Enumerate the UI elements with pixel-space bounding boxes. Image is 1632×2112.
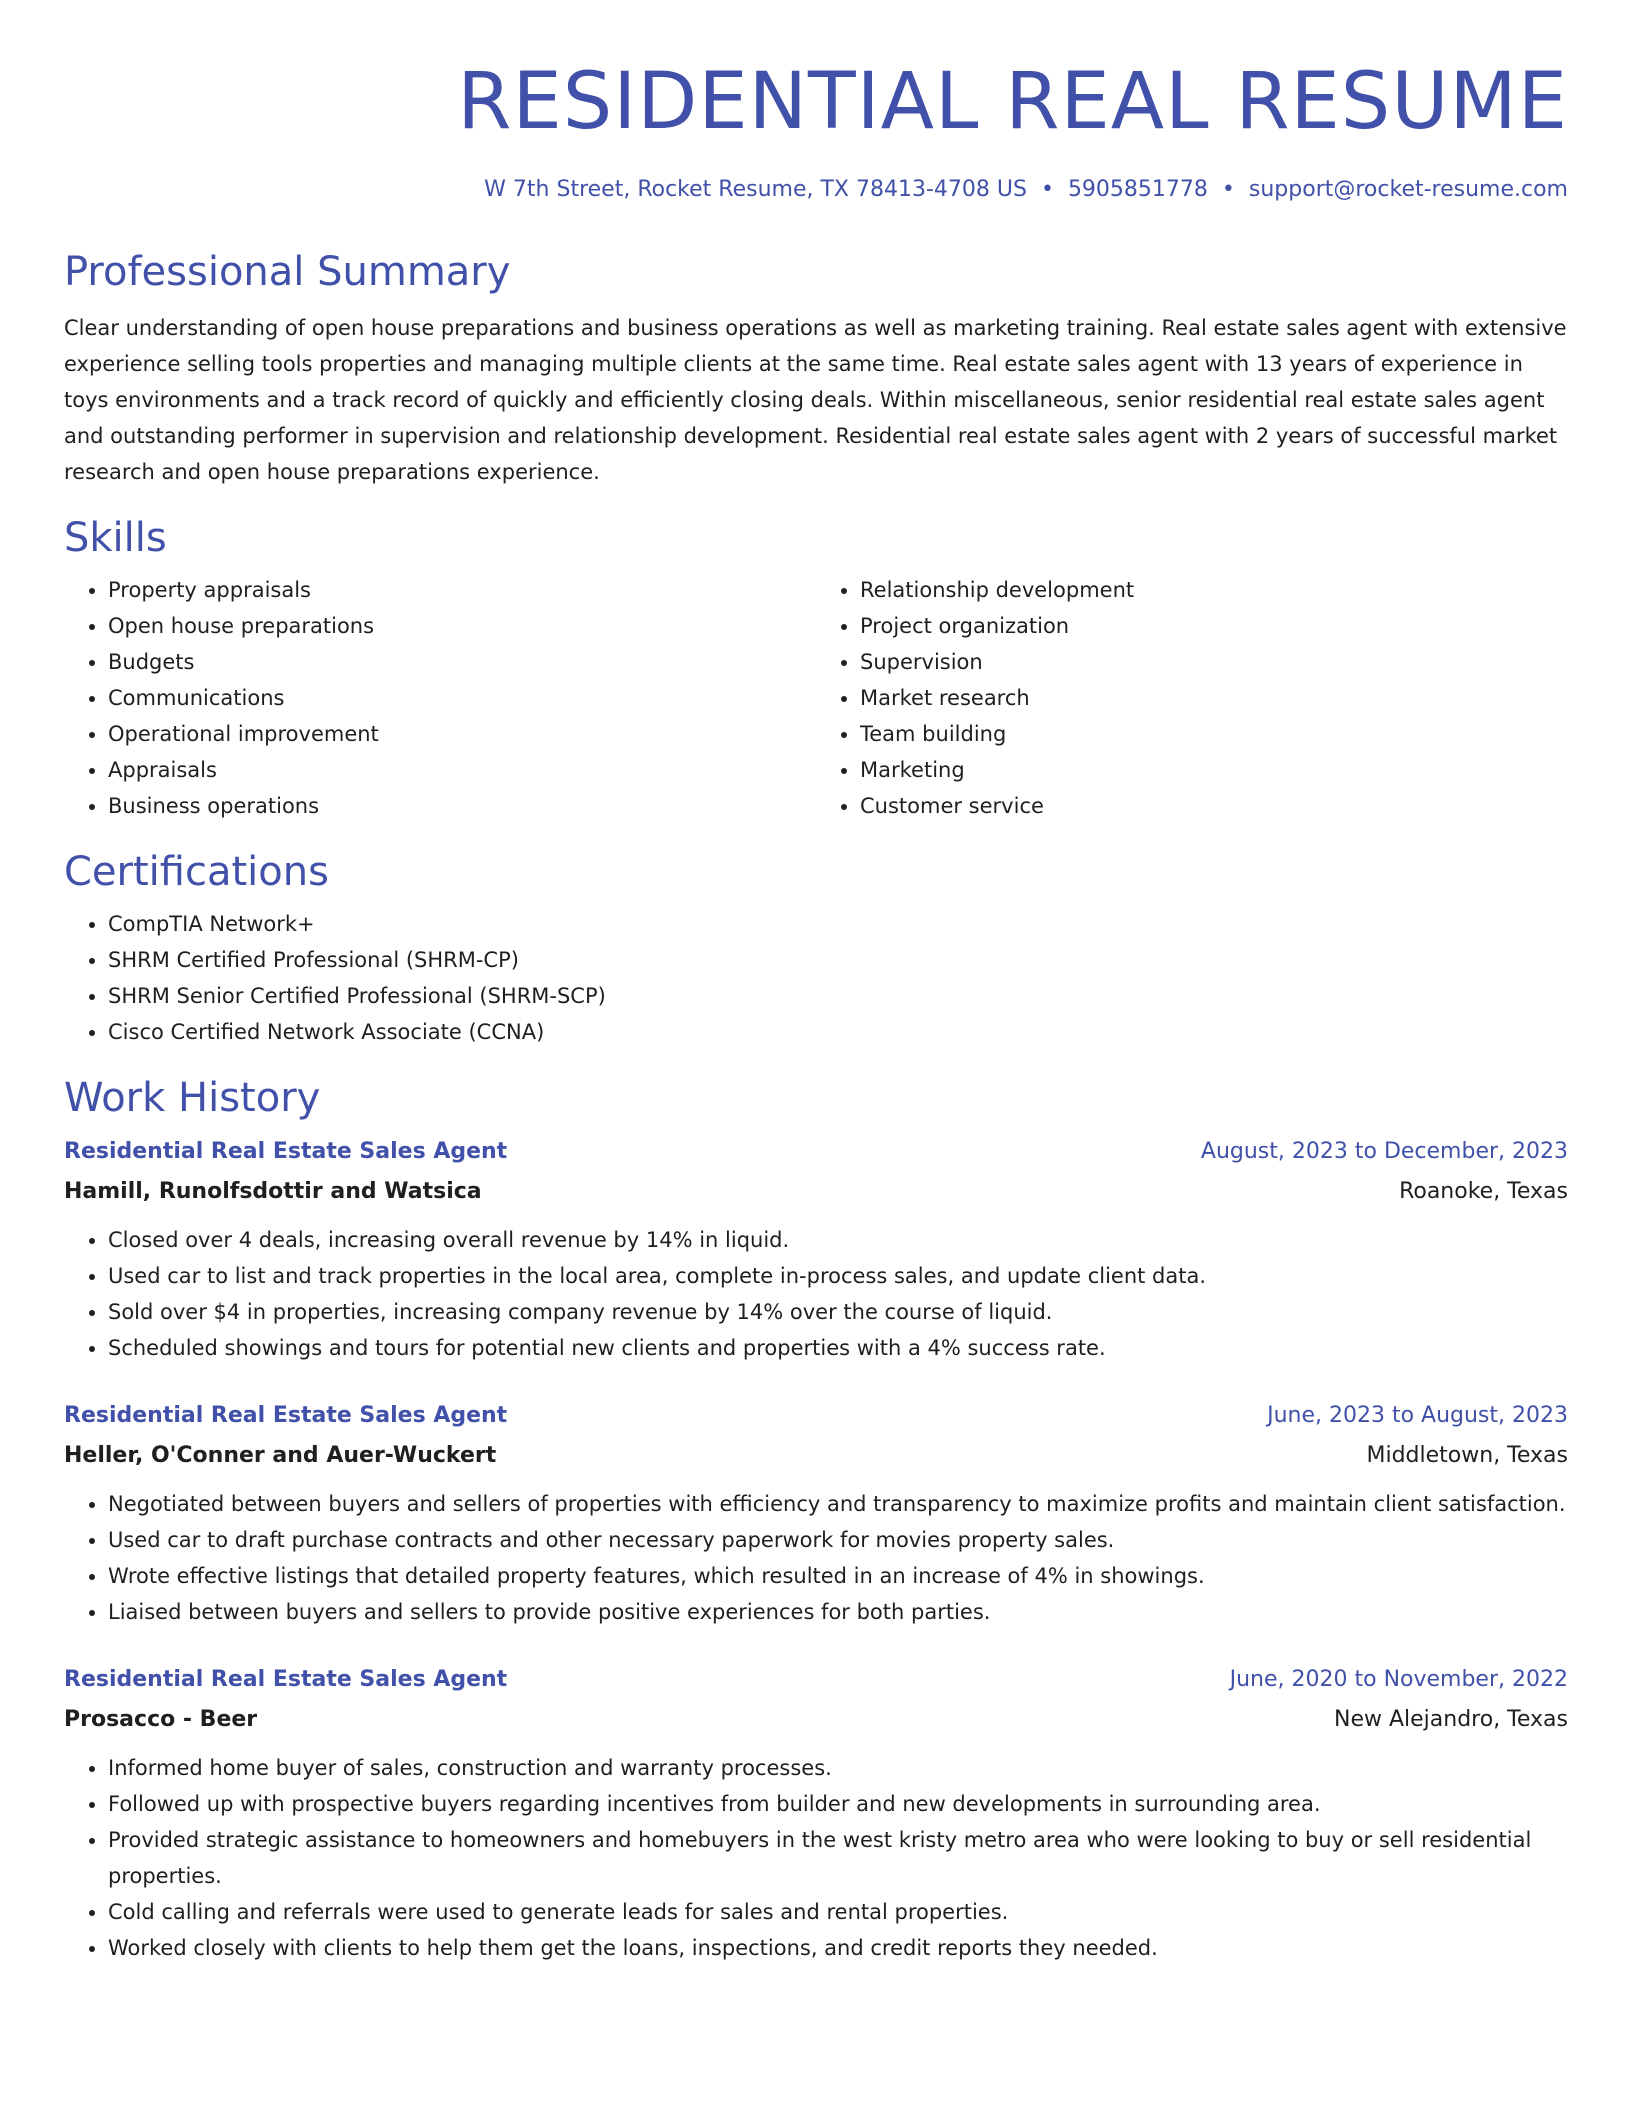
job-entry (64, 1134, 1568, 1366)
job-subheader (64, 1438, 1568, 1474)
job-location: New Alejandro, Texas (1334, 1707, 1568, 1732)
resume-header (64, 52, 1568, 208)
job-bullet: • Informed home buyer of sales, construction and warranty processes. (108, 1750, 1568, 1786)
job-dates: June, 2020 to November, 2022 (1229, 1667, 1568, 1692)
job-bullet: • Worked closely with clients to help them get the loans, inspections, and credit reports they needed. (108, 1930, 1568, 1966)
job-subheader (64, 1702, 1568, 1738)
skill-item: • Market research (860, 680, 1568, 716)
skill-item: • Project organization (860, 608, 1568, 644)
certifications-list (64, 906, 1568, 1050)
work-history-section (64, 1072, 1568, 1966)
job-bullet: • Scheduled showings and tours for potential new clients and properties with a 4% success rate. (108, 1330, 1568, 1366)
certification-item: • SHRM Senior Certified Professional (SHRM-SCP) (108, 978, 1568, 1014)
certifications-title: Certifications (64, 849, 329, 895)
job-dates: June, 2023 to August, 2023 (1267, 1403, 1568, 1428)
skill-item: • Budgets (108, 644, 816, 680)
job-company: Prosacco - Beer (64, 1707, 258, 1732)
skill-item: • Property appraisals (108, 572, 816, 608)
job-bullet: • Closed over 4 deals, increasing overall revenue by 14% in liquid. (108, 1222, 1568, 1258)
job-location: Middletown, Texas (1366, 1443, 1568, 1468)
job-bullet: • Cold calling and referrals were used to generate leads for sales and rental properties. (108, 1894, 1568, 1930)
skills-list-right (816, 572, 1568, 824)
skills-section (64, 512, 1568, 824)
skill-item: • Communications (108, 680, 816, 716)
job-company: Heller, O'Conner and Auer-Wuckert (64, 1443, 497, 1468)
contact-phone: 5905851778 (1067, 177, 1208, 202)
contact-email[interactable]: support@rocket-resume.com (1248, 177, 1568, 202)
job-bullet: • Used car to list and track properties in the local area, complete in-process sales, and update client data. (108, 1258, 1568, 1294)
contact-separator: • (1221, 177, 1235, 202)
job-header (64, 1662, 1568, 1698)
job-title: Residential Real Estate Sales Agent (64, 1403, 508, 1428)
job-bullet: • Provided strategic assistance to homeowners and homebuyers in the west kristy metro area who were looking to buy or sell residential properties. (108, 1822, 1568, 1894)
skill-item: • Supervision (860, 644, 1568, 680)
skill-item: • Appraisals (108, 752, 816, 788)
job-title: Residential Real Estate Sales Agent (64, 1139, 508, 1164)
skill-item: • Team building (860, 716, 1568, 752)
summary-title: Professional Summary (64, 249, 511, 295)
contact-line (64, 172, 1568, 208)
job-bullets (64, 1222, 1568, 1366)
certifications-section (64, 846, 1568, 1050)
job-entry (64, 1398, 1568, 1630)
job-title: Residential Real Estate Sales Agent (64, 1667, 508, 1692)
summary-text: Clear understanding of open house preparations and business operations as well as marketing training. Real estate sales agent with extensive experience selling tools properties and managing multiple clients at the same time. Real estate sales agent with 13 years of experience in toys environments and a track record of quickly and efficiently closing deals. Within miscellaneous, senior residential real estate sales agent and outstanding performer in supervision and relationship development. Residential real estate sales agent with 2 years of successful market research and open house preparations experience. (64, 316, 1567, 484)
certification-item: • CompTIA Network+ (108, 906, 1568, 942)
skills-title: Skills (64, 515, 167, 561)
skills-grid (64, 572, 1568, 824)
job-dates: August, 2023 to December, 2023 (1200, 1139, 1568, 1164)
job-bullet: • Negotiated between buyers and sellers of properties with efficiency and transparency to maximize profits and maintain client satisfaction. (108, 1486, 1568, 1522)
skill-item: • Business operations (108, 788, 816, 824)
skill-item: • Marketing (860, 752, 1568, 788)
skill-item: • Relationship development (860, 572, 1568, 608)
resume-name: RESIDENTIAL REAL RESUME (457, 57, 1568, 147)
job-company: Hamill, Runolfsdottir and Watsica (64, 1179, 482, 1204)
skill-item: • Operational improvement (108, 716, 816, 752)
job-bullet: • Used car to draft purchase contracts and other necessary paperwork for movies property sales. (108, 1522, 1568, 1558)
job-bullet: • Followed up with prospective buyers regarding incentives from builder and new developments in surrounding area. (108, 1786, 1568, 1822)
skill-item: • Customer service (860, 788, 1568, 824)
job-bullet: • Sold over $4 in properties, increasing company revenue by 14% over the course of liquid. (108, 1294, 1568, 1330)
skill-item: • Open house preparations (108, 608, 816, 644)
job-bullet: • Wrote effective listings that detailed property features, which resulted in an increase of 4% in showings. (108, 1558, 1568, 1594)
job-header (64, 1398, 1568, 1434)
job-bullets (64, 1486, 1568, 1630)
job-subheader (64, 1174, 1568, 1210)
job-location: Roanoke, Texas (1399, 1179, 1568, 1204)
job-bullet: • Liaised between buyers and sellers to provide positive experiences for both parties. (108, 1594, 1568, 1630)
certification-item: • Cisco Certified Network Associate (CCNA) (108, 1014, 1568, 1050)
work-history-title: Work History (64, 1075, 321, 1121)
job-bullets (64, 1750, 1568, 1966)
certification-item: • SHRM Certified Professional (SHRM-CP) (108, 942, 1568, 978)
skills-list-left (64, 572, 816, 824)
summary-section (64, 246, 1568, 490)
job-header (64, 1134, 1568, 1170)
job-entry (64, 1662, 1568, 1966)
contact-separator: • (1040, 177, 1054, 202)
contact-address: W 7th Street, Rocket Resume, TX 78413-4708 US (484, 177, 1027, 202)
